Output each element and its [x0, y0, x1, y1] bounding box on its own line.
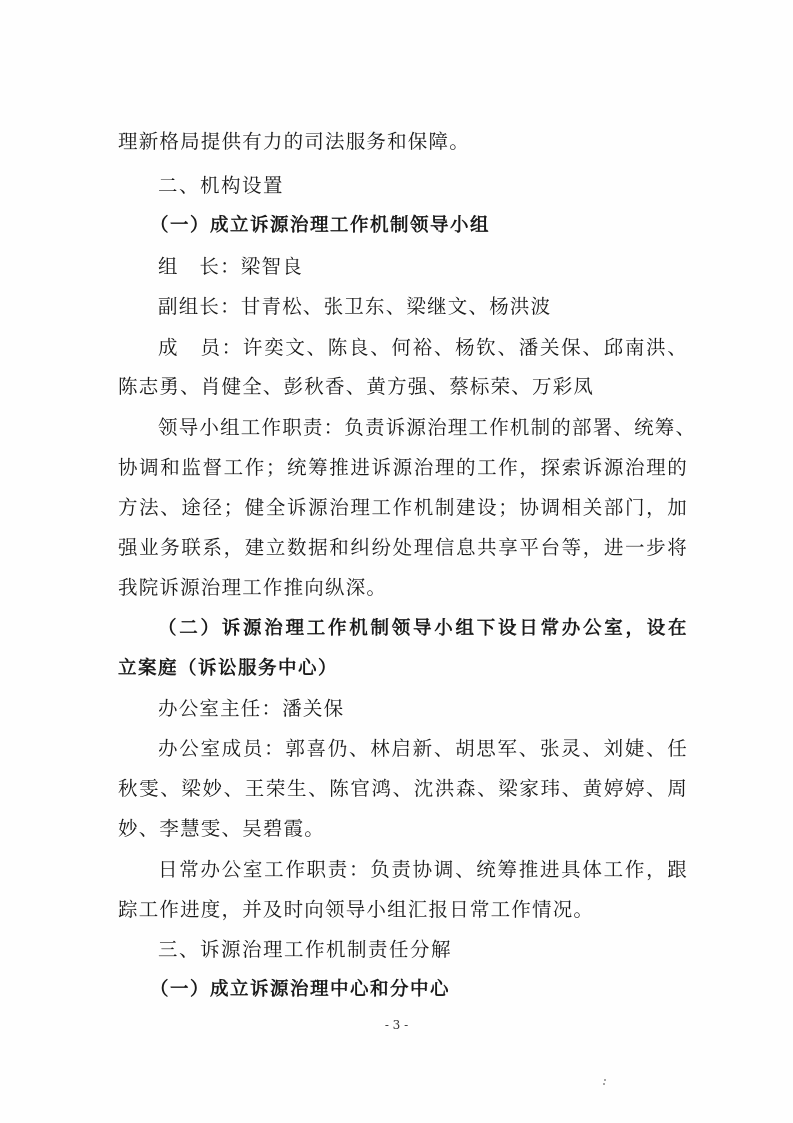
subsection-heading: （一）成立诉源治理工作机制领导小组: [150, 215, 491, 236]
duty-paragraph-line: 强业务联系，建立数据和纠纷处理信息共享平台等，进一步将: [118, 536, 688, 559]
scan-speck: [604, 1079, 606, 1081]
duty-paragraph-line: 协调和监督工作；统筹推进诉源治理的工作，探索诉源治理的: [118, 456, 688, 479]
office-members-line: 秋雯、梁妙、王荣生、陈官鸿、沈洪森、梁家玮、黄婷婷、周: [118, 777, 688, 800]
duty-paragraph-line: 领导小组工作职责：负责诉源治理工作机制的部署、统筹、: [158, 416, 697, 439]
section-heading: 二、机构设置: [158, 174, 285, 197]
members-line: 成 员：许奕文、陈良、何裕、杨钦、潘关保、邱南洪、: [158, 336, 688, 359]
subsection-heading: 立案庭（诉讼服务中心）: [118, 658, 339, 679]
office-director-line: 办公室主任：潘关保: [158, 697, 345, 720]
office-duty-line: 日常办公室工作职责：负责协调、统筹推进具体工作，跟: [158, 858, 688, 881]
body-text-line: 理新格局提供有力的司法服务和保障。: [118, 130, 470, 153]
deputy-leader-line: 副组长：甘青松、张卫东、梁继文、杨洪波: [158, 295, 552, 318]
office-members-line: 办公室成员：郭喜仍、林启新、胡思军、张灵、刘婕、任: [158, 737, 688, 760]
scan-speck: [603, 1083, 605, 1085]
members-line: 陈志勇、肖健全、彭秋香、黄方强、蔡标荣、万彩凤: [118, 375, 595, 398]
office-duty-line: 踪工作进度，并及时向领导小组汇报日常工作情况。: [118, 898, 595, 921]
office-members-line: 妙、李慧雯、吴碧霞。: [118, 817, 326, 840]
duty-paragraph-line: 方法、途径；健全诉源治理工作机制建设；协调相关部门，加: [118, 496, 688, 519]
duty-paragraph-line: 我院诉源治理工作推向纵深。: [118, 576, 388, 599]
page-number: - 3 -: [384, 1018, 409, 1032]
leader-line: 组 长：梁智良: [158, 255, 303, 278]
subsection-heading: （二）诉源治理工作机制领导小组下设日常办公室，设在: [158, 618, 688, 639]
subsection-heading: （一）成立诉源治理中心和分中心: [150, 979, 451, 1000]
section-heading: 三、诉源治理工作机制责任分解: [158, 938, 453, 961]
